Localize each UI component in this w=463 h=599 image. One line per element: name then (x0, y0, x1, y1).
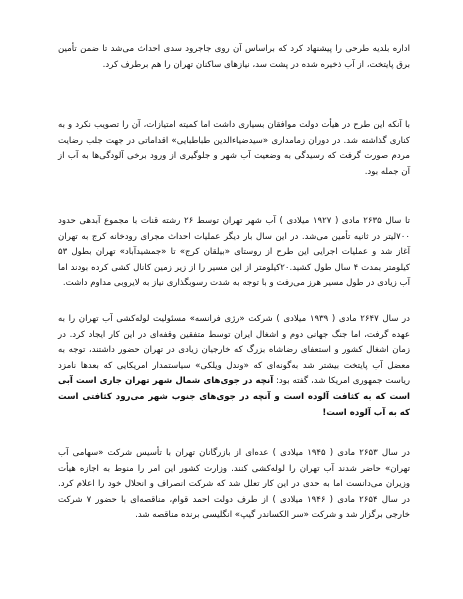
paragraph-qanats-karaj-channel (58, 214, 410, 292)
paragraph-text: با آنکه این طرح در هیأت دولت موافقان بسیاری داشت اما کمیته امتیازات، آن را تصویب نکرد و به کناری گذاشته شد. در دوران زمامداری «سیدضیاءالدین طباطبایی» اقداماتی در جهت جلب رضایت مردم صورت گرفت که رسیدگی به وضعیت آب شهر و جلوگیری از ورود برخی آلودگی‌ها به آب از آن جمله بود. (58, 120, 410, 177)
paragraph-text: در سال ۲۶۴۷ مادی ( ۱۹۳۹ میلادی ) شرکت «رژی فرانسه» مسئولیت لوله‌کشی آب تهران را به عهده گرفت، اما جنگ جهانی دوم و اشغال ایران توسط متفقین وقفه‌ای در این کار ایجاد کرد. در زمان اشغال کشور و استعفای رضاشاه بزرگ که خارجیان زیادی در تهران حضور داشتند، توجه به معضل آب پایتخت بیشتر شد به‌گونه‌ای که «وندل ویلکی» سیاستمدار امریکایی که بعدها نامزد ریاست جمهوری امریکا شد، گفته بود: (58, 314, 410, 387)
paragraph-text: تا سال ۲۶۳۵ مادی ( ۱۹۲۷ میلادی ) آب شهر تهران توسط ۲۶ رشته قنات با مجموع آبدهی حدود ۷۰۰لیتر در ثانیه تأمین می‌شد. در این سال بار دیگر عملیات احداث مجرای رودخانه کرج به تهران آغاز شد و عملیات اجرایی این طرح از روستای «بیلقان کرج» تا «جمشیدآباد» تهران بطول ۵۳ کیلومتر بمدت ۴ سال طول کشید.۲۰کیلومتر از این مسیر را از زیر زمین کانال کشی کرده بودند اما آب زیادی در طول مسیر هرز می‌رفت و با توجه به شدت رسوبگذاری نیاز به لایروبی مداوم داشت. (58, 216, 410, 289)
paragraph-concession-committee (58, 118, 410, 180)
paragraph-text: در سال ۲۶۵۳ مادی ( ۱۹۴۵ میلادی ) عده‌ای از بازرگانان تهران با تأسیس شرکت «سهامی آب تهران» حاضر شدند آب تهران را لوله‌کشی کنند. وزارت کشور این امر را منوط به اجازه هیأت وزیران می‌دانست اما به حدی در این کار تعلل شد که شرکت انصراف و انحلال خود را اعلام کرد. در سال ۲۶۵۴ مادی ( ۱۹۴۶ میلادی ) از طرف دولت احمد قوام، مناقصه‌ای با حضور ۷ شرکت خارجی برگزار شد و شرکت «سر الکساندر گیپ» انگلیسی برنده مناقصه شد. (58, 448, 411, 521)
paragraph-text: اداره بلدیه طرحی را پیشنهاد کرد که براساس آن روی جاجرود سدی احداث می‌شد تا ضمن تأمین برق پایتخت، از آب ذخیره شده در پشت سد، نیازهای ساکنان تهران را هم برطرف کرد. (58, 44, 410, 70)
paragraph-regie-france (58, 312, 410, 421)
paragraph-dam-proposal (58, 42, 410, 73)
bold-quote: آنچه در جوی‌های شمال شهر تهران جاری است آبی است که به کثافت آلوده است و آنچه در جوی‌های جنوب شهر می‌رود کثافتی است که به آب آلوده است! (58, 376, 410, 418)
paragraph-tehran-water-company (58, 446, 410, 524)
